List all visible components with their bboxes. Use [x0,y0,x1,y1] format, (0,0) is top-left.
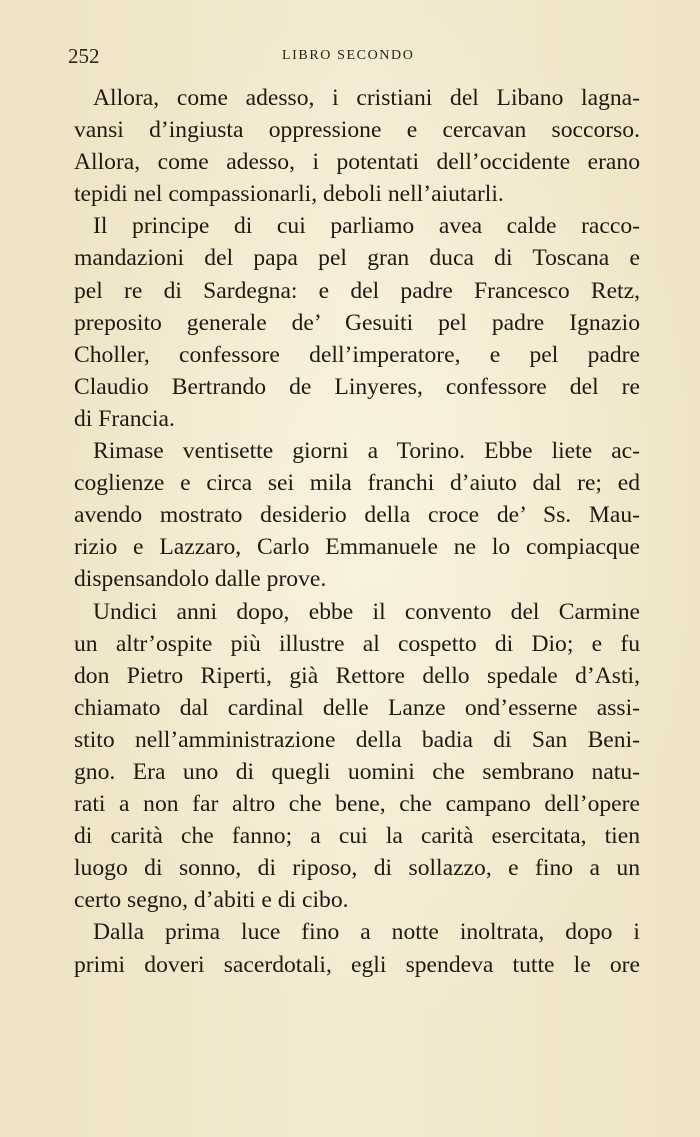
text-line: certo segno, d’abiti e di cibo. [74,887,349,914]
text-line: vansi d’ingiusta oppressione e cercavan soccorso. [74,117,640,144]
text-line: coglienze e circa sei mila franchi d’aiuto dal re; ed [74,470,640,497]
text-line: luogo di sonno, di riposo, di sollazzo, e fino a un [74,855,640,882]
paragraph [74,916,640,980]
text-line: chiamato dal cardinal delle Lanze ond’esserne assi- [74,694,640,721]
text-line: rati a non far altro che bene, che campano dell’opere [74,791,640,818]
paragraph [74,82,640,210]
text-line: Undici anni dopo, ebbe il convento del Carmine [93,598,640,625]
text-line: un altr’ospite più illustre al cospetto di Dio; e fu [74,630,640,657]
text-line: Allora, come adesso, i cristiani del Libano lagna- [93,85,640,111]
paragraph [74,596,640,917]
text-line: Dalla prima luce fino a notte inoltrata, dopo i [93,919,640,946]
text-line: stito nell’amministrazione della badia di San Beni- [74,726,640,753]
text-line: don Pietro Riperti, già Rettore dello spedale d’Asti, [74,662,640,689]
text-line: gno. Era uno di quegli uomini che sembrano natu- [74,758,640,785]
text-line: Il principe di cui parliamo avea calde racco- [93,213,640,240]
text-line: di Francia. [74,405,175,432]
page-number: 252 [68,44,100,68]
text-line: primi doveri sacerdotali, egli spendeva tutte le ore [74,951,640,978]
text-line: dispensandolo dalle prove. [74,566,327,593]
body-text [74,82,640,981]
text-line: Choller, confessore dell’imperatore, e pel padre [74,341,640,368]
text-line: rizio e Lazzaro, Carlo Emmanuele ne lo compiacque [74,534,640,561]
text-line: Rimase ventisette giorni a Torino. Ebbe liete ac- [93,438,640,465]
paragraph [74,435,640,595]
text-line: preposito generale de’ Gesuiti pel padre Ignazio [74,309,640,336]
text-line: pel re di Sardegna: e del padre Francesco Retz, [74,277,640,304]
text-line: Claudio Bertrando de Linyeres, confessore del re [74,373,640,400]
text-line: tepidi nel compassionarli, deboli nell’aiutarli. [74,181,504,208]
paragraph [74,210,640,435]
running-head [68,44,638,74]
text-line: avendo mostrato desiderio della croce de’ Ss. Mau- [74,502,640,529]
running-title: LIBRO SECONDO [282,48,415,63]
text-line: Allora, come adesso, i potentati dell’occidente erano [74,149,640,176]
text-line: di carità che fanno; a cui la carità esercitata, tien [74,823,640,850]
text-line: mandazioni del papa pel gran duca di Toscana e [74,245,640,272]
